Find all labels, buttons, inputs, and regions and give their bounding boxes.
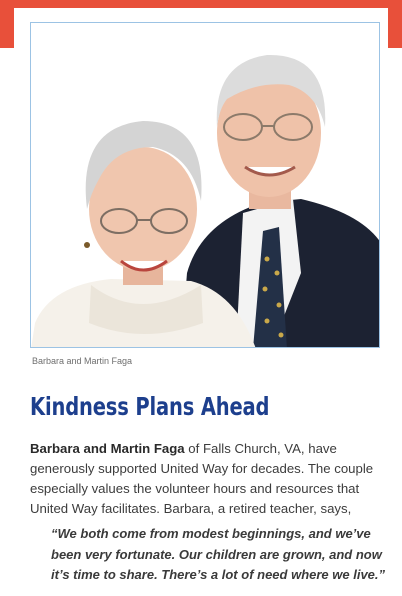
body-text: of Falls Church, VA, have generously supported United Way for decades. The couple especially values the volunteer hours and resources that United Way facilitates. Barbara, a retired teacher, says,	[30, 441, 374, 516]
photo-caption: Barbara and Martin Faga	[32, 356, 133, 366]
article-headline: Kindness Plans Ahead	[30, 392, 270, 421]
article-body	[30, 439, 385, 519]
couple-photo	[30, 22, 380, 348]
pull-quote: “We both come from modest beginnings, and we’ve been very fortunate. Our children are grown, and now it’s time to share. There’s a lot of need where we live.”	[51, 526, 386, 582]
body-lead-names: Barbara and Martin Faga	[30, 441, 185, 456]
couple-photo-illustration	[31, 23, 380, 348]
